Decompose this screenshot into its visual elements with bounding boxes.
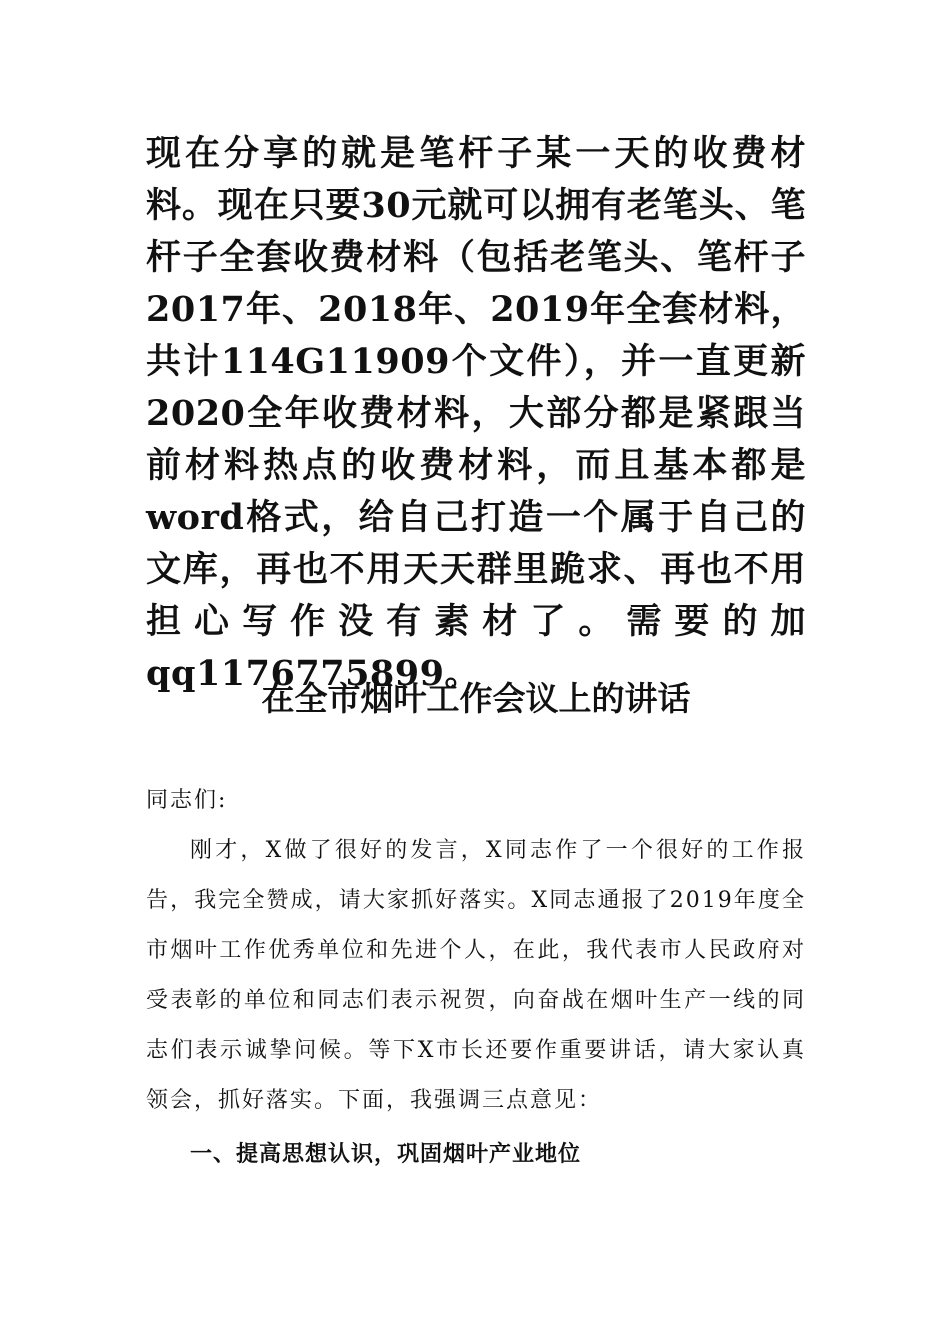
body-paragraph: 刚才，X做了很好的发言，X同志作了一个很好的工作报告，我完全赞成，请大家抓好落实。X同志通报了2019年度全市烟叶工作优秀单位和先进个人，在此，我代表市人民政府对受表彰的单位和同志们表示祝贺，向奋战在烟叶生产一线的同志们表示诚挚问候。等下X市长还要作重要讲话，请大家认真领会，抓好落实。下面，我强调三点意见： xyxy=(146,838,806,1113)
salutation: 同志们: xyxy=(146,788,228,813)
section-heading: 一、提高思想认识，巩固烟叶产业地位 xyxy=(190,1142,582,1167)
document-title: 在全市烟叶工作会议上的讲话 xyxy=(261,679,691,718)
promo-paragraph: 现在分享的就是笔杆子某一天的收费材料。现在只要30元就可以拥有老笔头、笔杆子全套收费材料（包括老笔头、笔杆子2017年、2018年、2019年全套材料，共计114G11909个文件），并一直更新2020全年收费材料，大部分都是紧跟当前材料热点的收费材料，而且基本都是word格式，给自己打造一个属于自己的文库，再也不用天天群里跪求、再也不用担心写作没有素材了。需要的加qq1176775899。 xyxy=(146,133,806,694)
document-body xyxy=(146,776,806,1180)
